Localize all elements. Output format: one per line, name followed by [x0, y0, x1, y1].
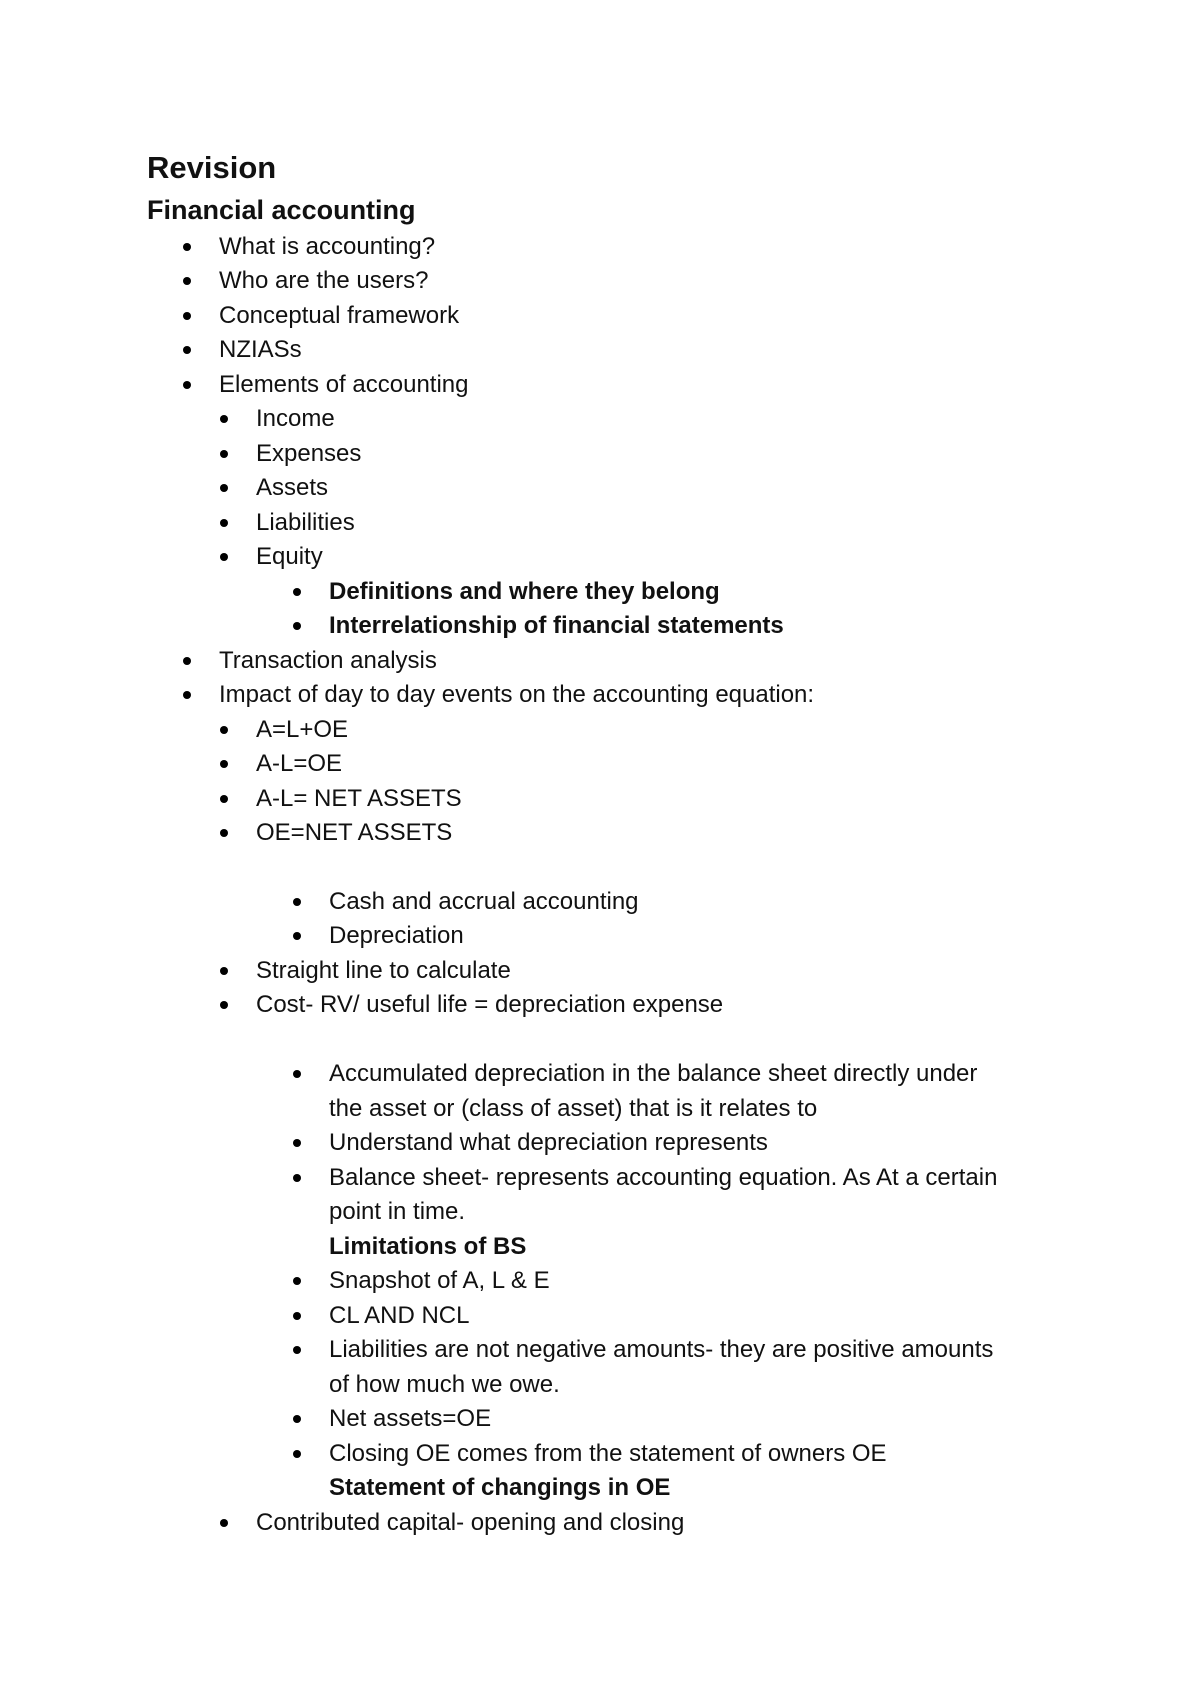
list-item-text: Expenses — [256, 440, 362, 467]
bullet-icon — [293, 622, 301, 630]
bullet-icon — [220, 519, 228, 527]
continuation-text: point in time. — [329, 1198, 466, 1225]
bullet-icon — [220, 760, 228, 768]
bullet-icon — [293, 588, 301, 596]
bullet-icon — [293, 1277, 301, 1285]
list-item-text: A-L= NET ASSETS — [256, 785, 462, 812]
bullet-icon — [183, 657, 191, 665]
list-item-text: Equity — [256, 543, 323, 570]
list-item-text: Depreciation — [329, 922, 464, 949]
list-item-text: Who are the users? — [219, 267, 429, 294]
bullet-icon — [220, 726, 228, 734]
bullet-icon — [183, 243, 191, 251]
section-heading: Financial accounting — [147, 195, 416, 225]
bullet-icon — [220, 967, 228, 975]
bullet-icon — [293, 1070, 301, 1078]
list-item-text: Liabilities — [256, 509, 355, 536]
bullet-icon — [183, 277, 191, 285]
list-item-text: CL AND NCL — [329, 1302, 470, 1329]
list-item-text: Liabilities are not negative amounts- they are positive amounts — [329, 1336, 994, 1363]
list-item-text: A=L+OE — [256, 716, 349, 743]
bullet-icon — [293, 1450, 301, 1458]
bullet-icon — [220, 484, 228, 492]
bullet-icon — [293, 1346, 301, 1354]
list-item-text: A-L=OE — [256, 750, 343, 777]
continuation-text: of how much we owe. — [329, 1371, 560, 1398]
list-item-text: Conceptual framework — [219, 302, 460, 329]
bullet-icon — [293, 898, 301, 906]
list-item-text: Cash and accrual accounting — [329, 888, 639, 915]
bullet-icon — [220, 795, 228, 803]
list-item-text: Income — [256, 405, 335, 432]
bullet-icon — [183, 381, 191, 389]
list-item-text: What is accounting? — [219, 233, 436, 260]
list-item-text: Straight line to calculate — [256, 957, 511, 984]
bullet-icon — [220, 1001, 228, 1009]
bullet-icon — [220, 450, 228, 458]
bullet-icon — [220, 1519, 228, 1527]
list-item-text: NZIASs — [219, 336, 302, 363]
bullet-icon — [183, 312, 191, 320]
list-item-text: Cost- RV/ useful life = depreciation expense — [256, 991, 724, 1018]
bullet-icon — [293, 1174, 301, 1182]
list-item-text: Elements of accounting — [219, 371, 469, 398]
list-item-text: Contributed capital- opening and closing — [256, 1509, 685, 1536]
bullet-icon — [293, 1415, 301, 1423]
bullet-icon — [220, 415, 228, 423]
continuation-text: Statement of changings in OE — [329, 1474, 671, 1501]
page-title: Revision — [147, 150, 277, 185]
continuation-text: Limitations of BS — [329, 1233, 527, 1260]
bullet-icon — [183, 691, 191, 699]
list-item-text: Net assets=OE — [329, 1405, 492, 1432]
bullet-icon — [293, 1312, 301, 1320]
bullet-icon — [293, 932, 301, 940]
bullet-icon — [220, 829, 228, 837]
list-item-text: Transaction analysis — [219, 647, 437, 674]
list-item-text: Definitions and where they belong — [329, 578, 720, 605]
list-item-text: Assets — [256, 474, 329, 501]
list-item-text: OE=NET ASSETS — [256, 819, 453, 846]
list-item-text: Understand what depreciation represents — [329, 1129, 768, 1156]
continuation-text: the asset or (class of asset) that is it relates to — [329, 1095, 818, 1122]
bullet-icon — [293, 1139, 301, 1147]
bullet-icon — [183, 346, 191, 354]
list-item-text: Impact of day to day events on the accounting equation: — [219, 681, 815, 708]
bullet-icon — [220, 553, 228, 561]
list-item-text: Balance sheet- represents accounting equation. As At a certain — [329, 1164, 998, 1191]
list-item-text: Accumulated depreciation in the balance sheet directly under — [329, 1060, 978, 1087]
list-item-text: Closing OE comes from the statement of owners OE — [329, 1440, 887, 1467]
list-item-text: Snapshot of A, L & E — [329, 1267, 550, 1294]
list-item-text: Interrelationship of financial statements — [329, 612, 784, 639]
